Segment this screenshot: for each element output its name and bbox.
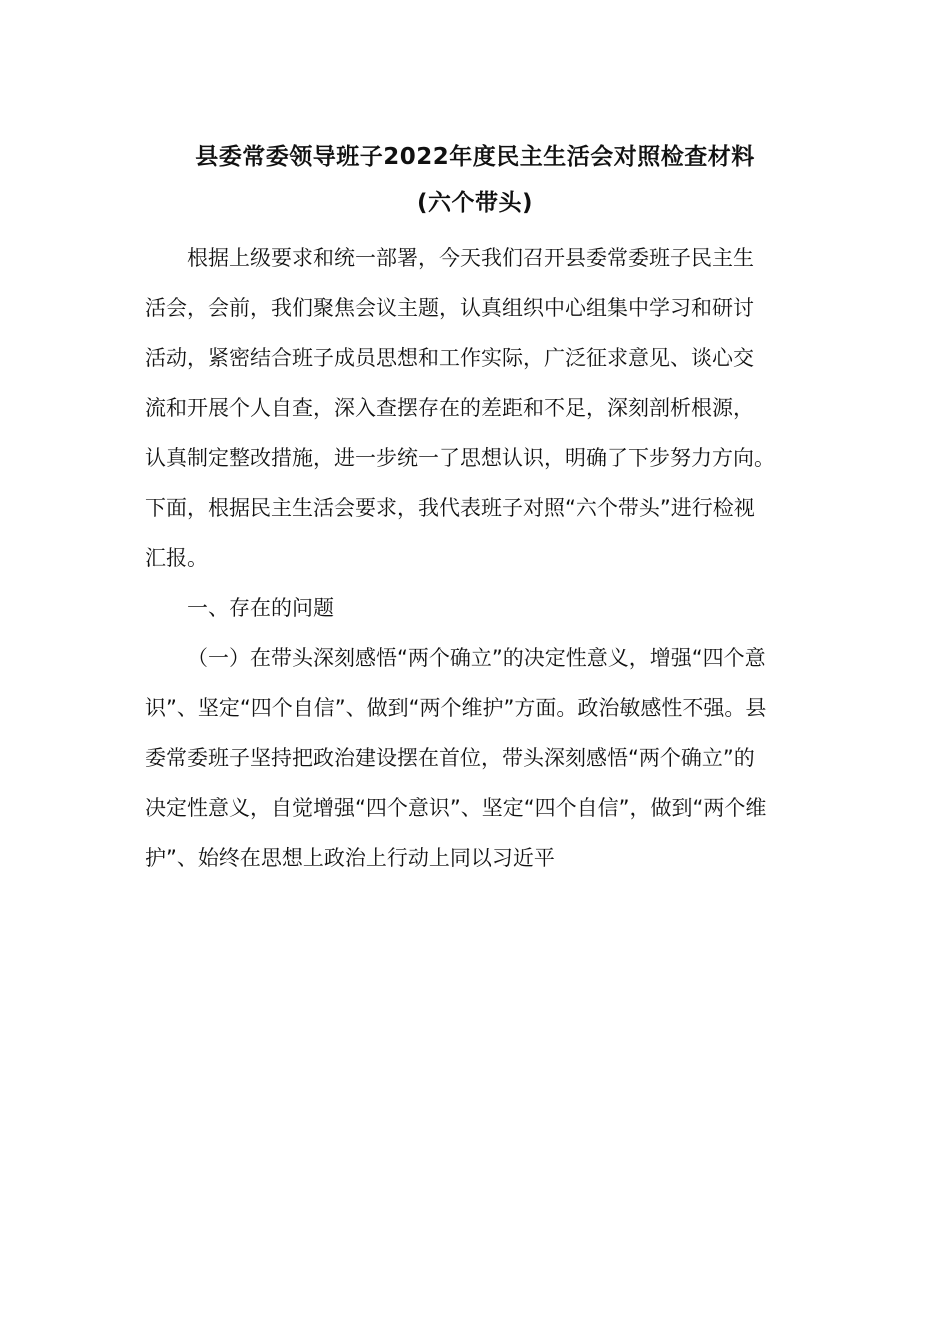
document-body xyxy=(145,233,809,883)
paragraph-line: 识”、坚定“四个自信”、做到“两个维护”方面。政治敏感性不强。县 xyxy=(145,696,767,720)
document-title: 县委常委领导班子2022年度民主生活会对照检查材料 xyxy=(195,144,755,170)
paragraph-line: 流和开展个人自查，深入查摆存在的差距和不足，深刻剖析根源， xyxy=(145,396,754,420)
section-heading: 一、存在的问题 xyxy=(187,596,334,620)
paragraph-line: 认真制定整改措施，进一步统一了思想认识，明确了下步努力方向。 xyxy=(145,446,775,470)
paragraph-line: 活会，会前，我们聚焦会议主题，认真组织中心组集中学习和研讨 xyxy=(145,296,754,320)
paragraph-line: 根据上级要求和统一部署，今天我们召开县委常委班子民主生 xyxy=(187,246,754,270)
paragraph-line: 汇报。 xyxy=(145,546,208,570)
document-subtitle: (六个带头) xyxy=(416,190,534,216)
paragraph-line: 委常委班子坚持把政治建设摆在首位，带头深刻感悟“两个确立”的 xyxy=(145,746,755,770)
paragraph-line: 护”、始终在思想上政治上行动上同以习近平 xyxy=(145,846,555,870)
paragraph-line: 下面，根据民主生活会要求，我代表班子对照“六个带头”进行检视 xyxy=(145,496,755,520)
paragraph-line: 活动，紧密结合班子成员思想和工作实际，广泛征求意见、谈心交 xyxy=(145,346,754,370)
paragraph-line: 决定性意义，自觉增强“四个意识”、坚定“四个自信”，做到“两个维 xyxy=(145,796,767,820)
paragraph-line: （一）在带头深刻感悟“两个确立”的决定性意义，增强“四个意 xyxy=(187,646,766,670)
